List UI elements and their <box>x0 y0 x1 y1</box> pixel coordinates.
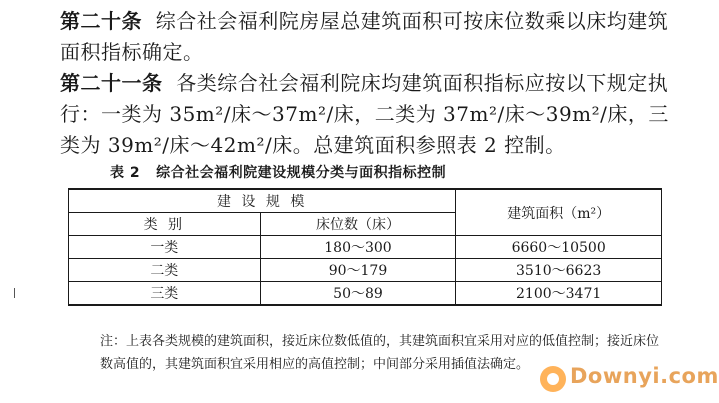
cell-category: 二类 <box>69 259 261 282</box>
watermark-logo-icon <box>540 366 566 392</box>
table-caption-title: 综合社会福利院建设规模分类与面积指标控制 <box>156 165 447 181</box>
table-row <box>69 282 662 306</box>
cell-area: 2100～3471 <box>456 282 662 306</box>
header-construction-scale: 建 设 规 模 <box>69 189 456 213</box>
header-category: 类 别 <box>69 213 261 236</box>
header-building-area: 建筑面积（m²） <box>456 189 662 236</box>
cell-beds: 180～300 <box>260 236 456 259</box>
table-row <box>69 236 662 259</box>
table-caption-number: 表 2 <box>110 165 141 181</box>
article-21 <box>60 68 685 161</box>
margin-mark <box>14 288 19 298</box>
cell-area: 3510～6623 <box>456 259 662 282</box>
table-row <box>69 259 662 282</box>
table-caption <box>110 162 446 182</box>
table-note: 注：上表各类规模的建筑面积，接近床位数低值的，其建筑面积宜采用对应的低值控制；接近床位数高值的，其建筑面积宜采用相应的高值控制；中间部分采用插值法确定。 <box>100 334 660 372</box>
watermark-text: Downyi.com <box>570 364 719 388</box>
header-bed-count: 床位数（床） <box>260 213 456 236</box>
article-20 <box>60 6 685 68</box>
article-20-text: 综合社会福利院房屋总建筑面积可按床位数乘以床均建筑面积指标确定。 <box>60 9 669 64</box>
cell-beds: 50～89 <box>260 282 456 306</box>
table-header-row <box>69 189 662 213</box>
article-20-heading: 第二十条 <box>60 9 142 33</box>
watermark <box>540 360 719 400</box>
article-21-heading: 第二十一条 <box>60 71 163 95</box>
cell-beds: 90～179 <box>260 259 456 282</box>
cell-category: 一类 <box>69 236 261 259</box>
cell-area: 6660～10500 <box>456 236 662 259</box>
cell-category: 三类 <box>69 282 261 306</box>
article-21-text: 各类综合社会福利院床均建筑面积指标应按以下规定执行：一类为 35m²/床～37m²/床，二类为 37m²/床～39m²/床，三类为 39m²/床～42m²/床。总建筑面积参照表 2 控制。 <box>60 71 669 157</box>
scale-area-table <box>68 188 662 306</box>
